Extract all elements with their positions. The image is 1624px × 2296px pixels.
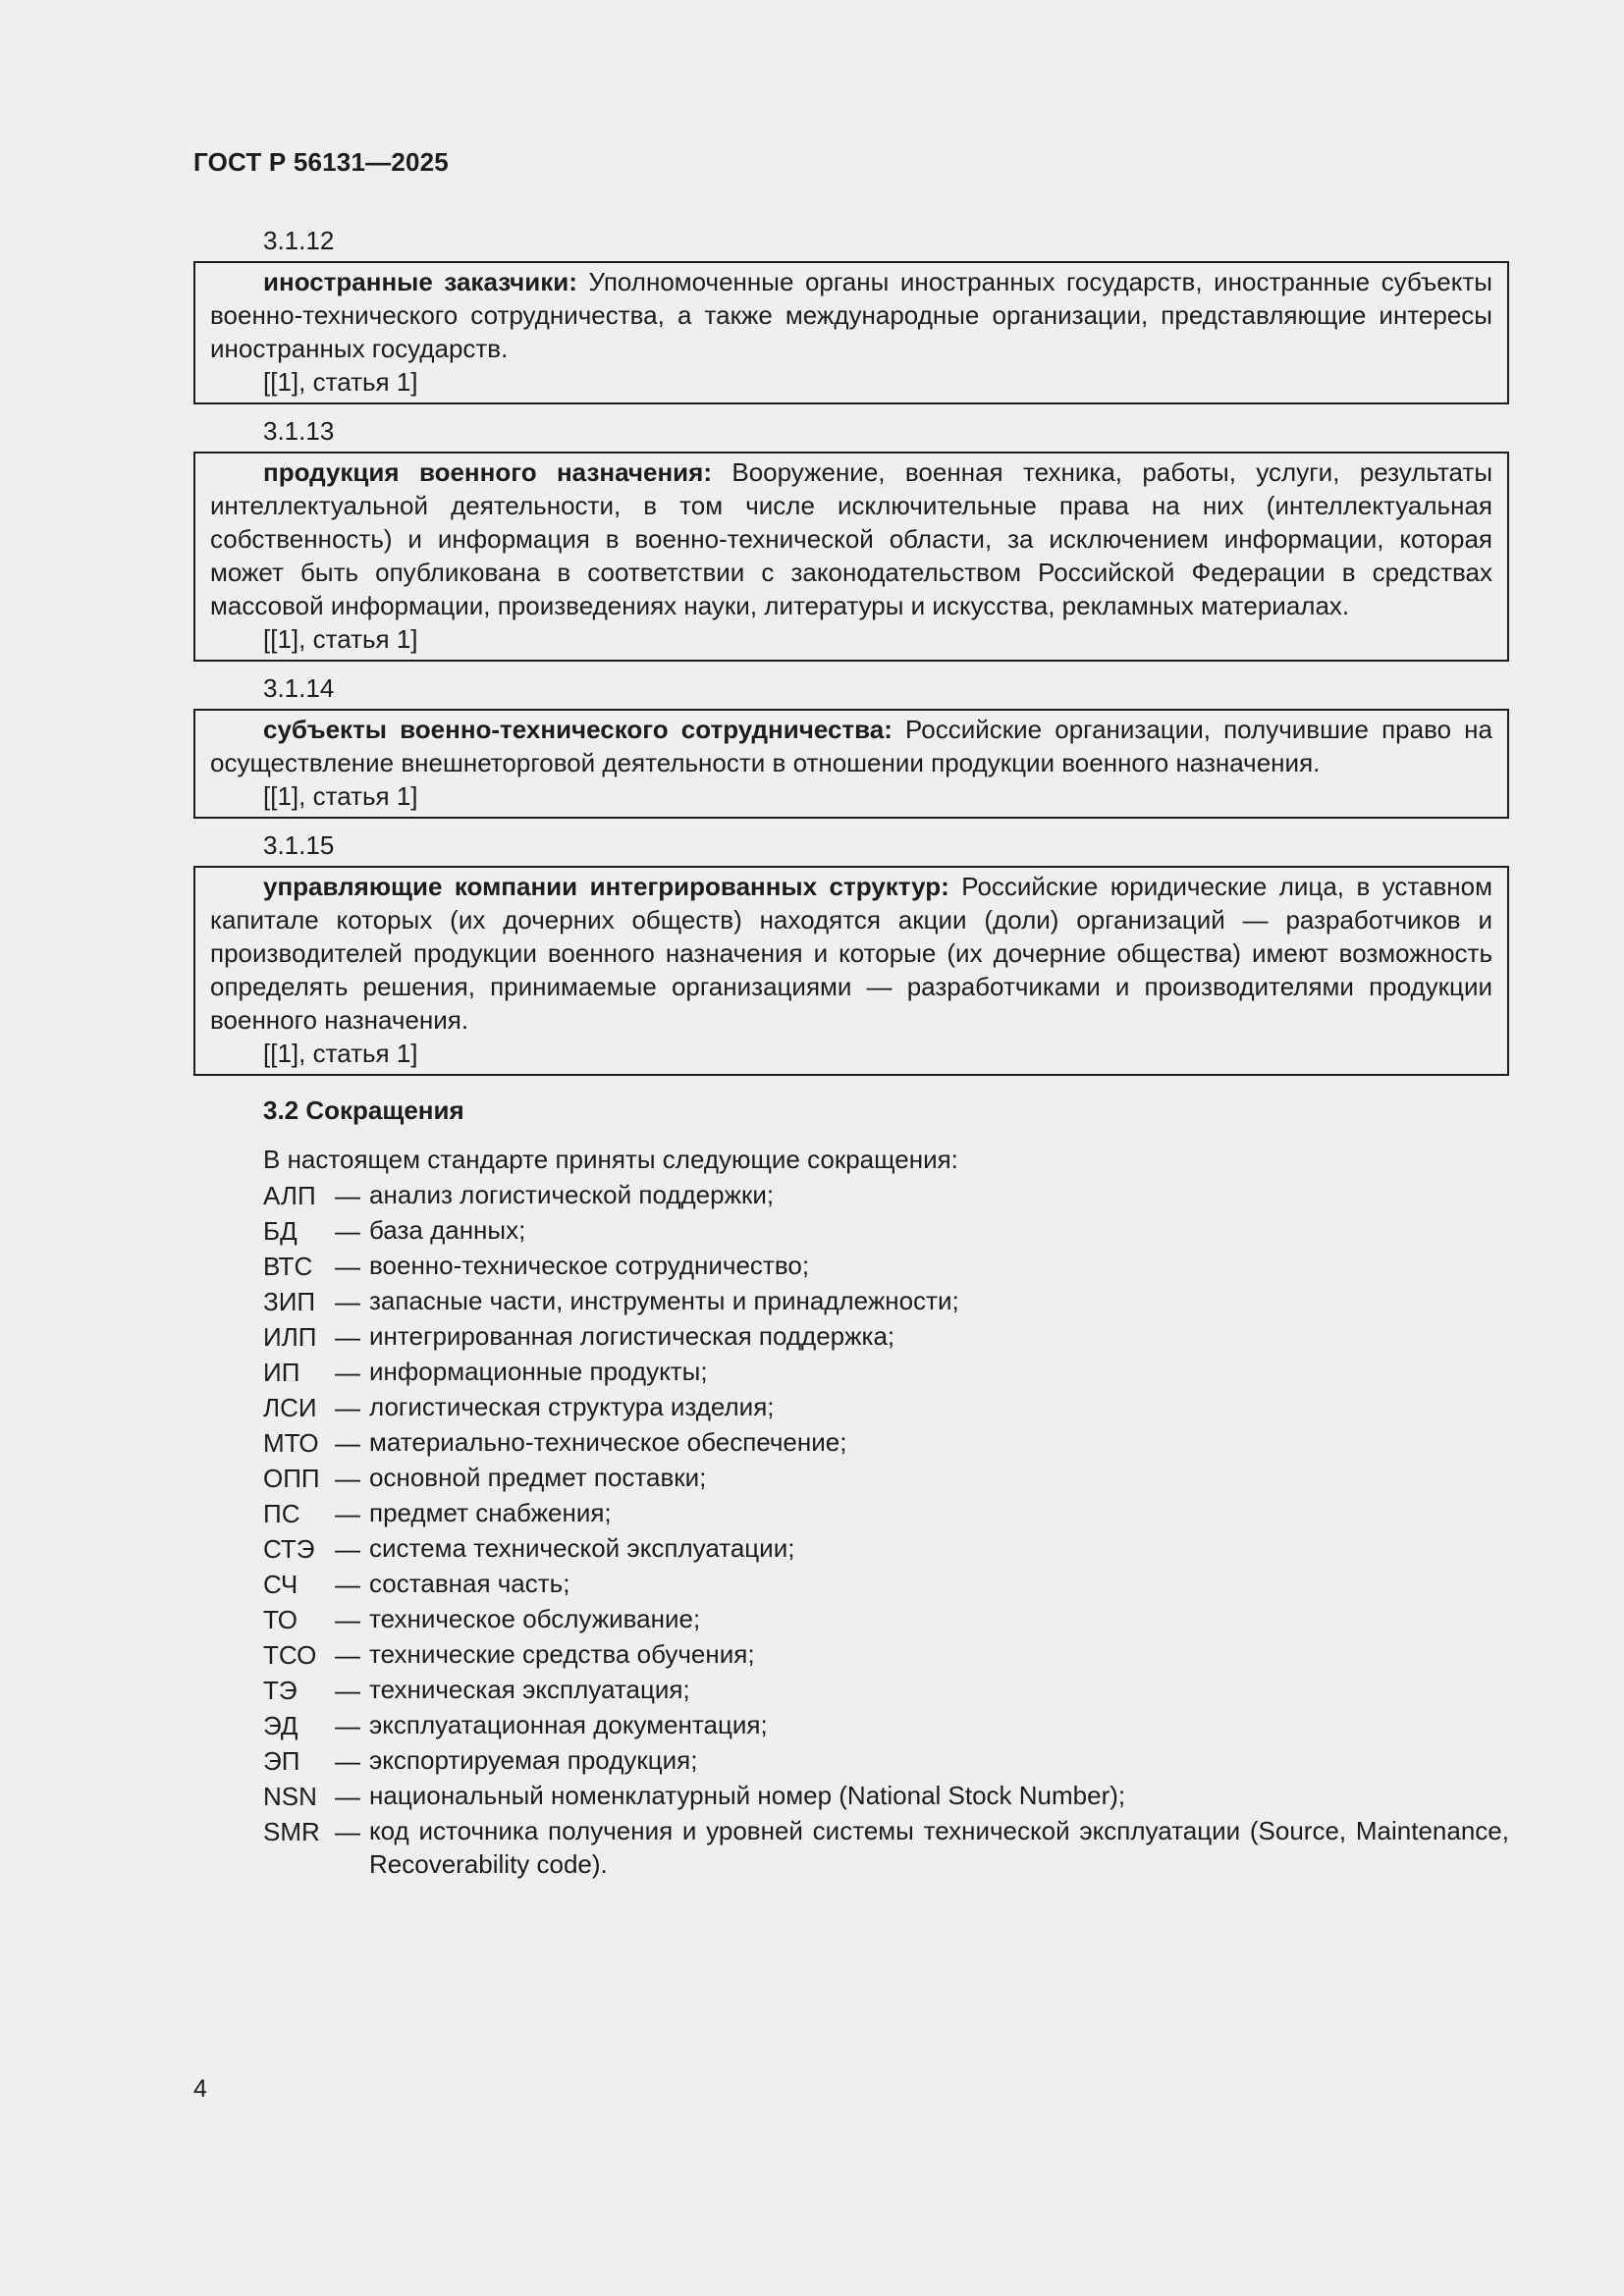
term-source: [[1], статья 1] [263, 781, 418, 811]
abbreviation-definition: техническое обслуживание; [369, 1604, 701, 1633]
abbreviation-row [193, 1249, 1509, 1284]
abbreviation-code: ЗИП [263, 1287, 316, 1316]
abbreviation-dash: — [335, 1746, 360, 1776]
abbreviation-definition: логистическая структура изделия; [369, 1392, 775, 1421]
abbreviation-list [193, 1178, 1509, 1881]
abbreviation-row [193, 1779, 1509, 1814]
abbreviation-dash: — [335, 1605, 360, 1634]
abbreviation-code: ПС [263, 1499, 300, 1528]
abbreviation-code: СЧ [263, 1570, 298, 1599]
term-number: 3.1.14 [263, 673, 335, 703]
abbreviation-dash: — [335, 1676, 360, 1705]
abbreviation-code: SMR [263, 1817, 320, 1846]
page-number: 4 [193, 2075, 207, 2103]
abbreviation-row [193, 1425, 1509, 1461]
term-definition-text [210, 713, 1492, 779]
abbreviation-definition: основной предмет поставки; [369, 1463, 707, 1492]
abbreviation-code: ОПП [263, 1464, 320, 1493]
abbreviation-row [193, 1708, 1509, 1743]
abbreviation-definition: система технической эксплуатации; [369, 1533, 795, 1563]
abbreviation-code: ЛСИ [263, 1393, 317, 1422]
abbreviation-row [193, 1673, 1509, 1708]
abbreviation-dash: — [335, 1534, 360, 1564]
abbreviation-row [193, 1284, 1509, 1319]
abbreviation-definition: военно-техническое сотрудничество; [369, 1251, 810, 1280]
abbreviation-dash: — [335, 1817, 360, 1846]
term-definition: Уполномоченные органы иностранных государств, иностранные субъекты военно-технического сотрудничества, а также международные организации, представляющие интересы иностранных государств. [210, 267, 1492, 363]
abbreviation-row [193, 1814, 1509, 1881]
term-definition-text [210, 870, 1492, 1037]
abbreviation-dash: — [335, 1428, 360, 1458]
term-definition-text [210, 455, 1492, 622]
abbreviation-definition: запасные части, инструменты и принадлежности; [369, 1286, 959, 1315]
abbreviation-code: ТЭ [263, 1676, 298, 1705]
term-name: управляющие компании интегрированных структур: [263, 872, 949, 901]
abbreviation-dash: — [335, 1358, 360, 1387]
abbreviation-row [193, 1531, 1509, 1567]
abbreviation-definition: экспортируемая продукция; [369, 1745, 698, 1775]
abbreviation-row [193, 1355, 1509, 1390]
abbreviation-definition: предмет снабжения; [369, 1498, 612, 1527]
abbreviation-dash: — [335, 1287, 360, 1316]
abbreviation-definition: база данных; [369, 1215, 526, 1245]
abbreviation-code: ТО [263, 1605, 298, 1634]
abbreviation-row [193, 1319, 1509, 1355]
abbreviation-code: АЛП [263, 1181, 316, 1210]
abbreviation-definition: техническая эксплуатация; [369, 1675, 690, 1704]
abbreviation-dash: — [335, 1640, 360, 1670]
term-number: 3.1.15 [263, 830, 335, 860]
abbreviation-code: СТЭ [263, 1534, 315, 1564]
abbreviation-code: ЭД [263, 1711, 298, 1740]
abbreviation-dash: — [335, 1782, 360, 1811]
abbreviation-code: БД [263, 1216, 298, 1246]
abbreviation-dash: — [335, 1711, 360, 1740]
term-definition: Российские организации, получившие право на осуществление внешнеторговой деятельности в отношении продукции военного назначения. [210, 715, 1493, 777]
abbreviation-row [193, 1567, 1509, 1602]
abbreviation-definition: материально-техническое обеспечение; [369, 1427, 847, 1457]
abbreviation-dash: — [335, 1570, 360, 1599]
abbreviation-dash: — [335, 1464, 360, 1493]
abbreviation-definition: код источника получения и уровней системы технической эксплуатации (Source, Maintenance, Recoverability code). [369, 1816, 1509, 1879]
abbreviation-definition: информационные продукты; [369, 1357, 708, 1386]
document-header: ГОСТ Р 56131—2025 [193, 147, 449, 177]
abbreviation-definition: анализ логистической поддержки; [369, 1180, 775, 1209]
abbreviation-code: NSN [263, 1782, 317, 1811]
abbreviation-dash: — [335, 1216, 360, 1246]
section-intro: В настоящем стандарте приняты следующие сокращения: [263, 1145, 958, 1174]
abbreviation-definition: национальный номенклатурный номер (National Stock Number); [369, 1781, 1126, 1810]
abbreviation-row [193, 1496, 1509, 1531]
abbreviation-definition: составная часть; [369, 1569, 570, 1598]
abbreviation-definition: эксплуатационная документация; [369, 1710, 768, 1739]
term-name: продукция военного назначения: [263, 457, 712, 487]
abbreviation-dash: — [335, 1499, 360, 1528]
abbreviation-row [193, 1178, 1509, 1213]
term-definition-text [210, 265, 1492, 365]
abbreviation-code: ИП [263, 1358, 300, 1387]
abbreviation-code: МТО [263, 1428, 319, 1458]
abbreviation-dash: — [335, 1322, 360, 1352]
term-definition-box [193, 709, 1509, 819]
abbreviation-row [193, 1461, 1509, 1496]
term-name: иностранные заказчики: [263, 267, 577, 296]
abbreviation-row [193, 1390, 1509, 1425]
abbreviation-dash: — [335, 1181, 360, 1210]
abbreviation-code: ВТС [263, 1252, 313, 1281]
term-source: [[1], статья 1] [263, 367, 418, 397]
document-body [193, 224, 1509, 1881]
term-number: 3.1.13 [263, 416, 335, 446]
term-definition: Вооружение, военная техника, работы, услуги, результаты интеллектуальной деятельности, в том числе исключительные права на них (интеллектуальная собственность) и информация в военно-технической области, за исключением информации, которая может быть опубликована в соответствии с законодательством Российской Федерации в средствах массовой информации, произведениях науки, литературы и искусства, рекламных материалах. [210, 457, 1493, 620]
abbreviation-definition: интегрированная логистическая поддержка; [369, 1321, 895, 1351]
term-name: субъекты военно-технического сотрудничества: [263, 715, 893, 744]
abbreviation-row [193, 1743, 1509, 1779]
section-title: 3.2 Сокращения [263, 1095, 464, 1125]
abbreviation-code: ЭП [263, 1746, 300, 1776]
term-source: [[1], статья 1] [263, 1039, 418, 1068]
term-definition-box [193, 452, 1509, 662]
abbreviation-row [193, 1213, 1509, 1249]
abbreviation-code: ИЛП [263, 1322, 317, 1352]
abbreviation-code: ТСО [263, 1640, 317, 1670]
abbreviation-dash: — [335, 1252, 360, 1281]
abbreviation-row [193, 1637, 1509, 1673]
abbreviation-dash: — [335, 1393, 360, 1422]
term-source: [[1], статья 1] [263, 624, 418, 654]
abbreviation-definition: технические средства обучения; [369, 1639, 755, 1669]
term-definition: Российские юридические лица, в уставном капитале которых (их дочерних обществ) находятся акции (доли) организаций — разработчиков и производителей продукции военного назначения и которые (их дочерние общества) имеют возможность определять решения, принимаемые организациями — разработчиками и производителями продукции военного назначения. [210, 872, 1492, 1035]
abbreviation-row [193, 1602, 1509, 1637]
term-definition-box [193, 261, 1509, 404]
term-number: 3.1.12 [263, 226, 335, 255]
term-definition-box [193, 866, 1509, 1076]
